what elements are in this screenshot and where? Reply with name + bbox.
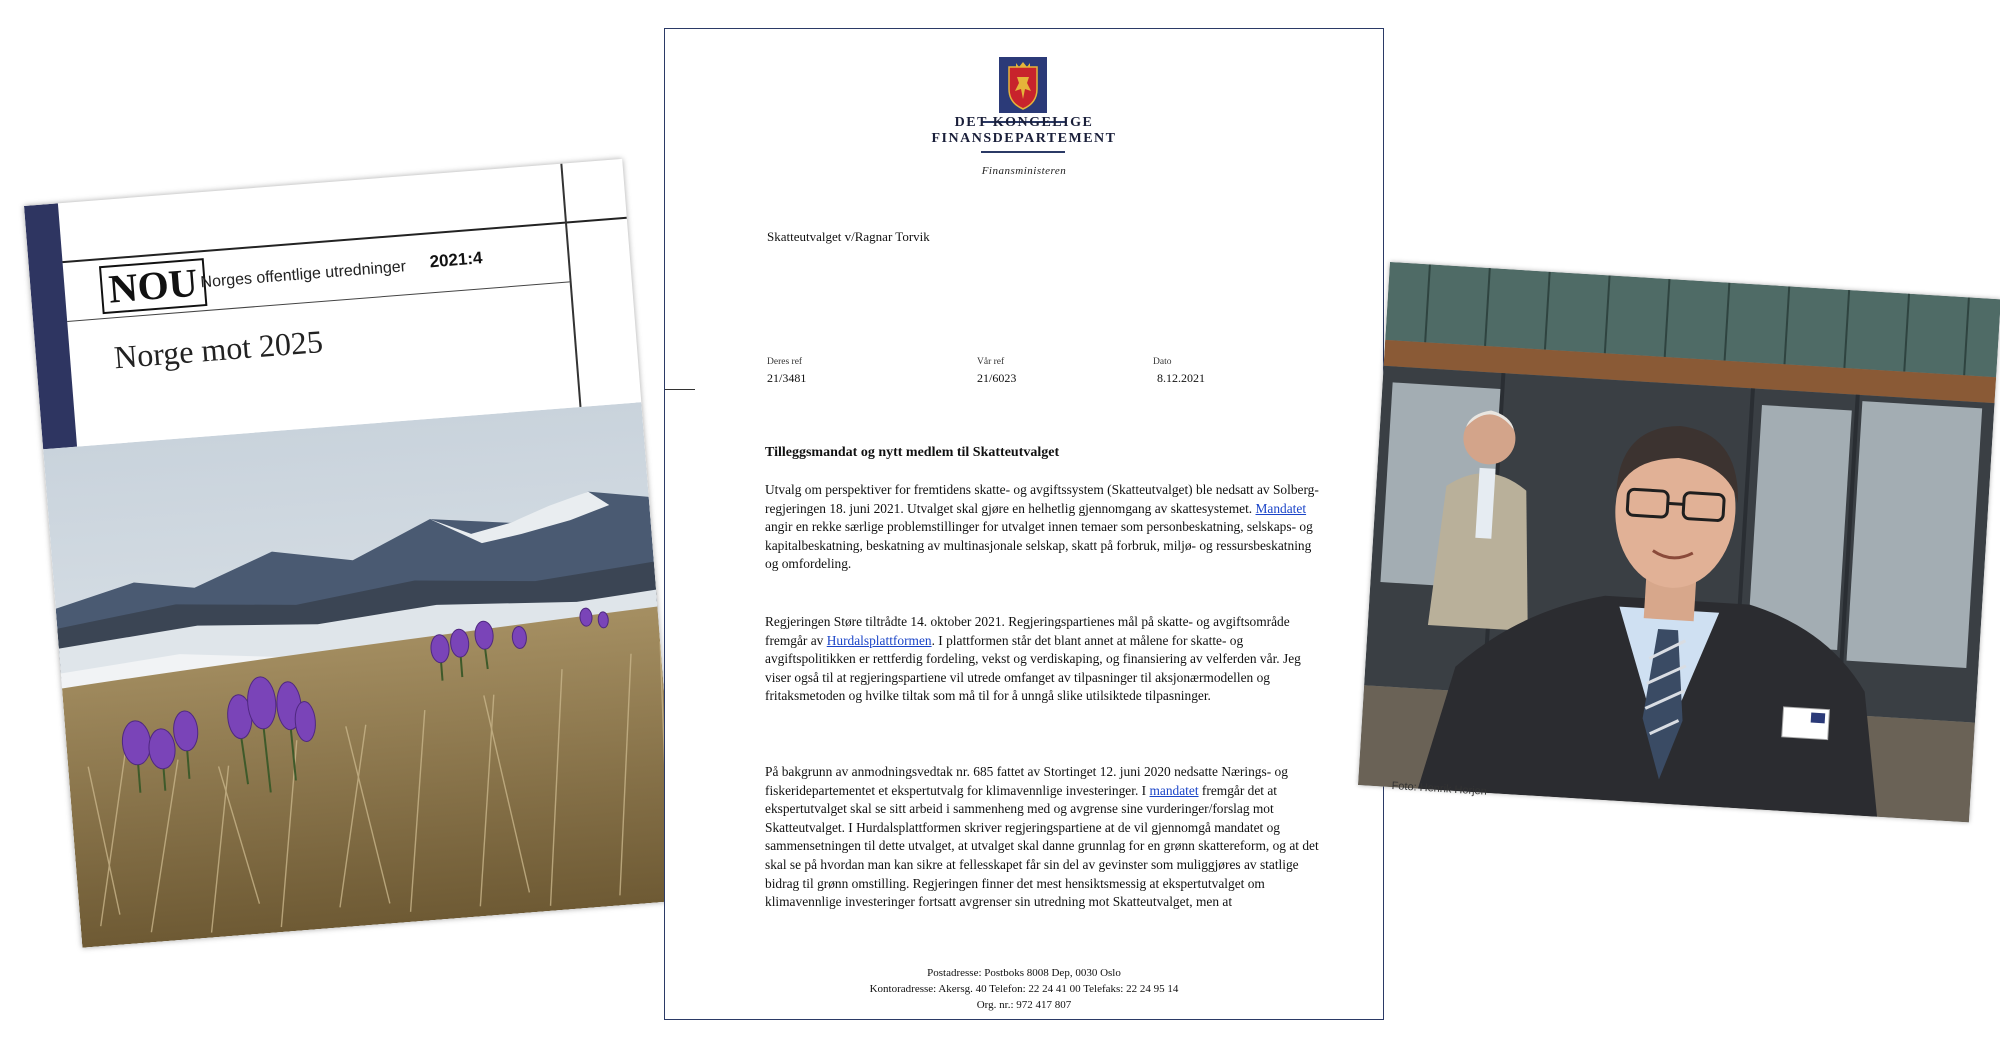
department-name-line1: DET KONGELIGE (954, 115, 1094, 130)
date-value: 8.12.2021 (1157, 371, 1205, 385)
department-name-line2: FINANSDEPARTEMENT (931, 131, 1117, 146)
paragraph-2 (765, 613, 1325, 706)
mandatet-link[interactable]: Mandatet (1255, 500, 1307, 516)
cover-rule-vertical (560, 164, 581, 407)
ekspertutvalg-mandat-link[interactable]: mandatet (1149, 782, 1199, 798)
paragraph-3-text-a: På bakgrunn av anmodningsvedtak nr. 685 fattet av Stortinget 12. juni 2020 nedsatte Nærings- og fiskeridepartementet et ekspertutvalg for klimavennlige investeringer. I (765, 764, 1288, 798)
minister-title: Finansministeren (981, 165, 1067, 177)
nou-report-number: 2021:4 (428, 248, 484, 272)
footer-office-address: Kontoradresse: Akersg. 40 Telefon: 22 24 41 00 Telefaks: 22 24 95 14 (869, 983, 1179, 995)
nou-report-title: Norge mot 2025 (112, 323, 325, 376)
department-rule (981, 151, 1065, 153)
your-ref-label: Deres ref (767, 357, 803, 367)
addressee: Skatteutvalget v/Ragnar Torvik (767, 229, 930, 244)
our-ref-label: Vår ref (977, 357, 1005, 367)
footer-postal-address: Postadresse: Postboks 8008 Dep, 0030 Oslo (927, 967, 1121, 979)
fold-mark (665, 389, 695, 390)
mountain-crocus-photo (43, 402, 680, 948)
paragraph-3-text-b: fremgår det at ekspertutvalget skal se sitt arbeid i sammenheng med og avgrense sine vurderinger/forslag mot Skatteutvalget. I Hurdalsplattformen skriver regjeringspartiene at de vil gjennomgå mandatet og sammensetningen til dette utvalget, at utvalget skal danne grunnlag for en grønn skattereform, og at det skal se på hvordan man kan sikre at fellesskapet får sin del av gevinster som muliggjøres av statlige bidrag til grønn omstilling. Regjeringen finner det mest hensiktsmessig at ekspertutvalget om klimavennlige investeringer fortsatt avgrenser sin utredning mot Skatteutvalget, men at (765, 782, 1319, 910)
nou-series-name: Norges offentlige utredninger (199, 258, 407, 292)
cover-side-band (24, 203, 77, 449)
our-ref-value: 21/6023 (977, 371, 1017, 385)
portrait-photo-image (1358, 262, 2000, 822)
footer-org-number: Org. nr.: 972 417 807 (976, 999, 1072, 1011)
paragraph-1 (765, 481, 1325, 574)
ministry-letter (664, 28, 1384, 1020)
your-ref-value: 21/3481 (767, 371, 807, 385)
letter-subject: Tilleggsmandat og nytt medlem til Skatteutvalget (765, 445, 1060, 460)
paragraph-2-text-a: Regjeringen Støre tiltrådte 14. oktober 2021. Regjeringspartienes mål på skatte- og avgiftsområde fremgår av (765, 614, 1290, 648)
paragraph-3 (765, 763, 1325, 912)
nou-report-cover (24, 159, 681, 948)
paragraph-1-text-b: angir en rekke særlige problemstillinger for utvalget innen temaer som personbeskatning, selskaps- og kapitalbeskatning, beskatning av multinasjonale selskap, skatt på forbruk, miljø- og ressursbeskatning og omfordeling. (765, 519, 1313, 572)
photo-credit: Foto: Henrik Horjen (1391, 780, 1488, 798)
norwegian-coat-of-arms-icon (999, 57, 1047, 113)
cover-rule-top (62, 217, 626, 263)
hurdalsplattformen-link[interactable]: Hurdalsplattformen (826, 632, 932, 648)
paragraph-2-text-b: . I plattformen står det blant annet at målene for skatte- og avgiftspolitikken er rettferdig fordeling, vekst og verdiskaping, og finansiering av velferden vår. Jeg viser også til at regjeringspartiene vil utrede omfanget av tilpasninger til aksjonærmodellen og fritaksmetoden og hvilke tiltak som må til for å unngå slike utilsiktede tilpasninger. (765, 632, 1301, 704)
paragraph-1-text-a: Utvalg om perspektiver for fremtidens skatte- og avgiftssystem (Skatteutvalget) ble nedsatt av Solberg-regjeringen 18. juni 2021. Utvalget skal gjøre en helhetlig gjennomgang av skattesystemet. (765, 482, 1319, 516)
nou-logo: NOU (99, 258, 207, 314)
date-label: Dato (1153, 357, 1172, 367)
portrait-photo (1358, 262, 2000, 822)
